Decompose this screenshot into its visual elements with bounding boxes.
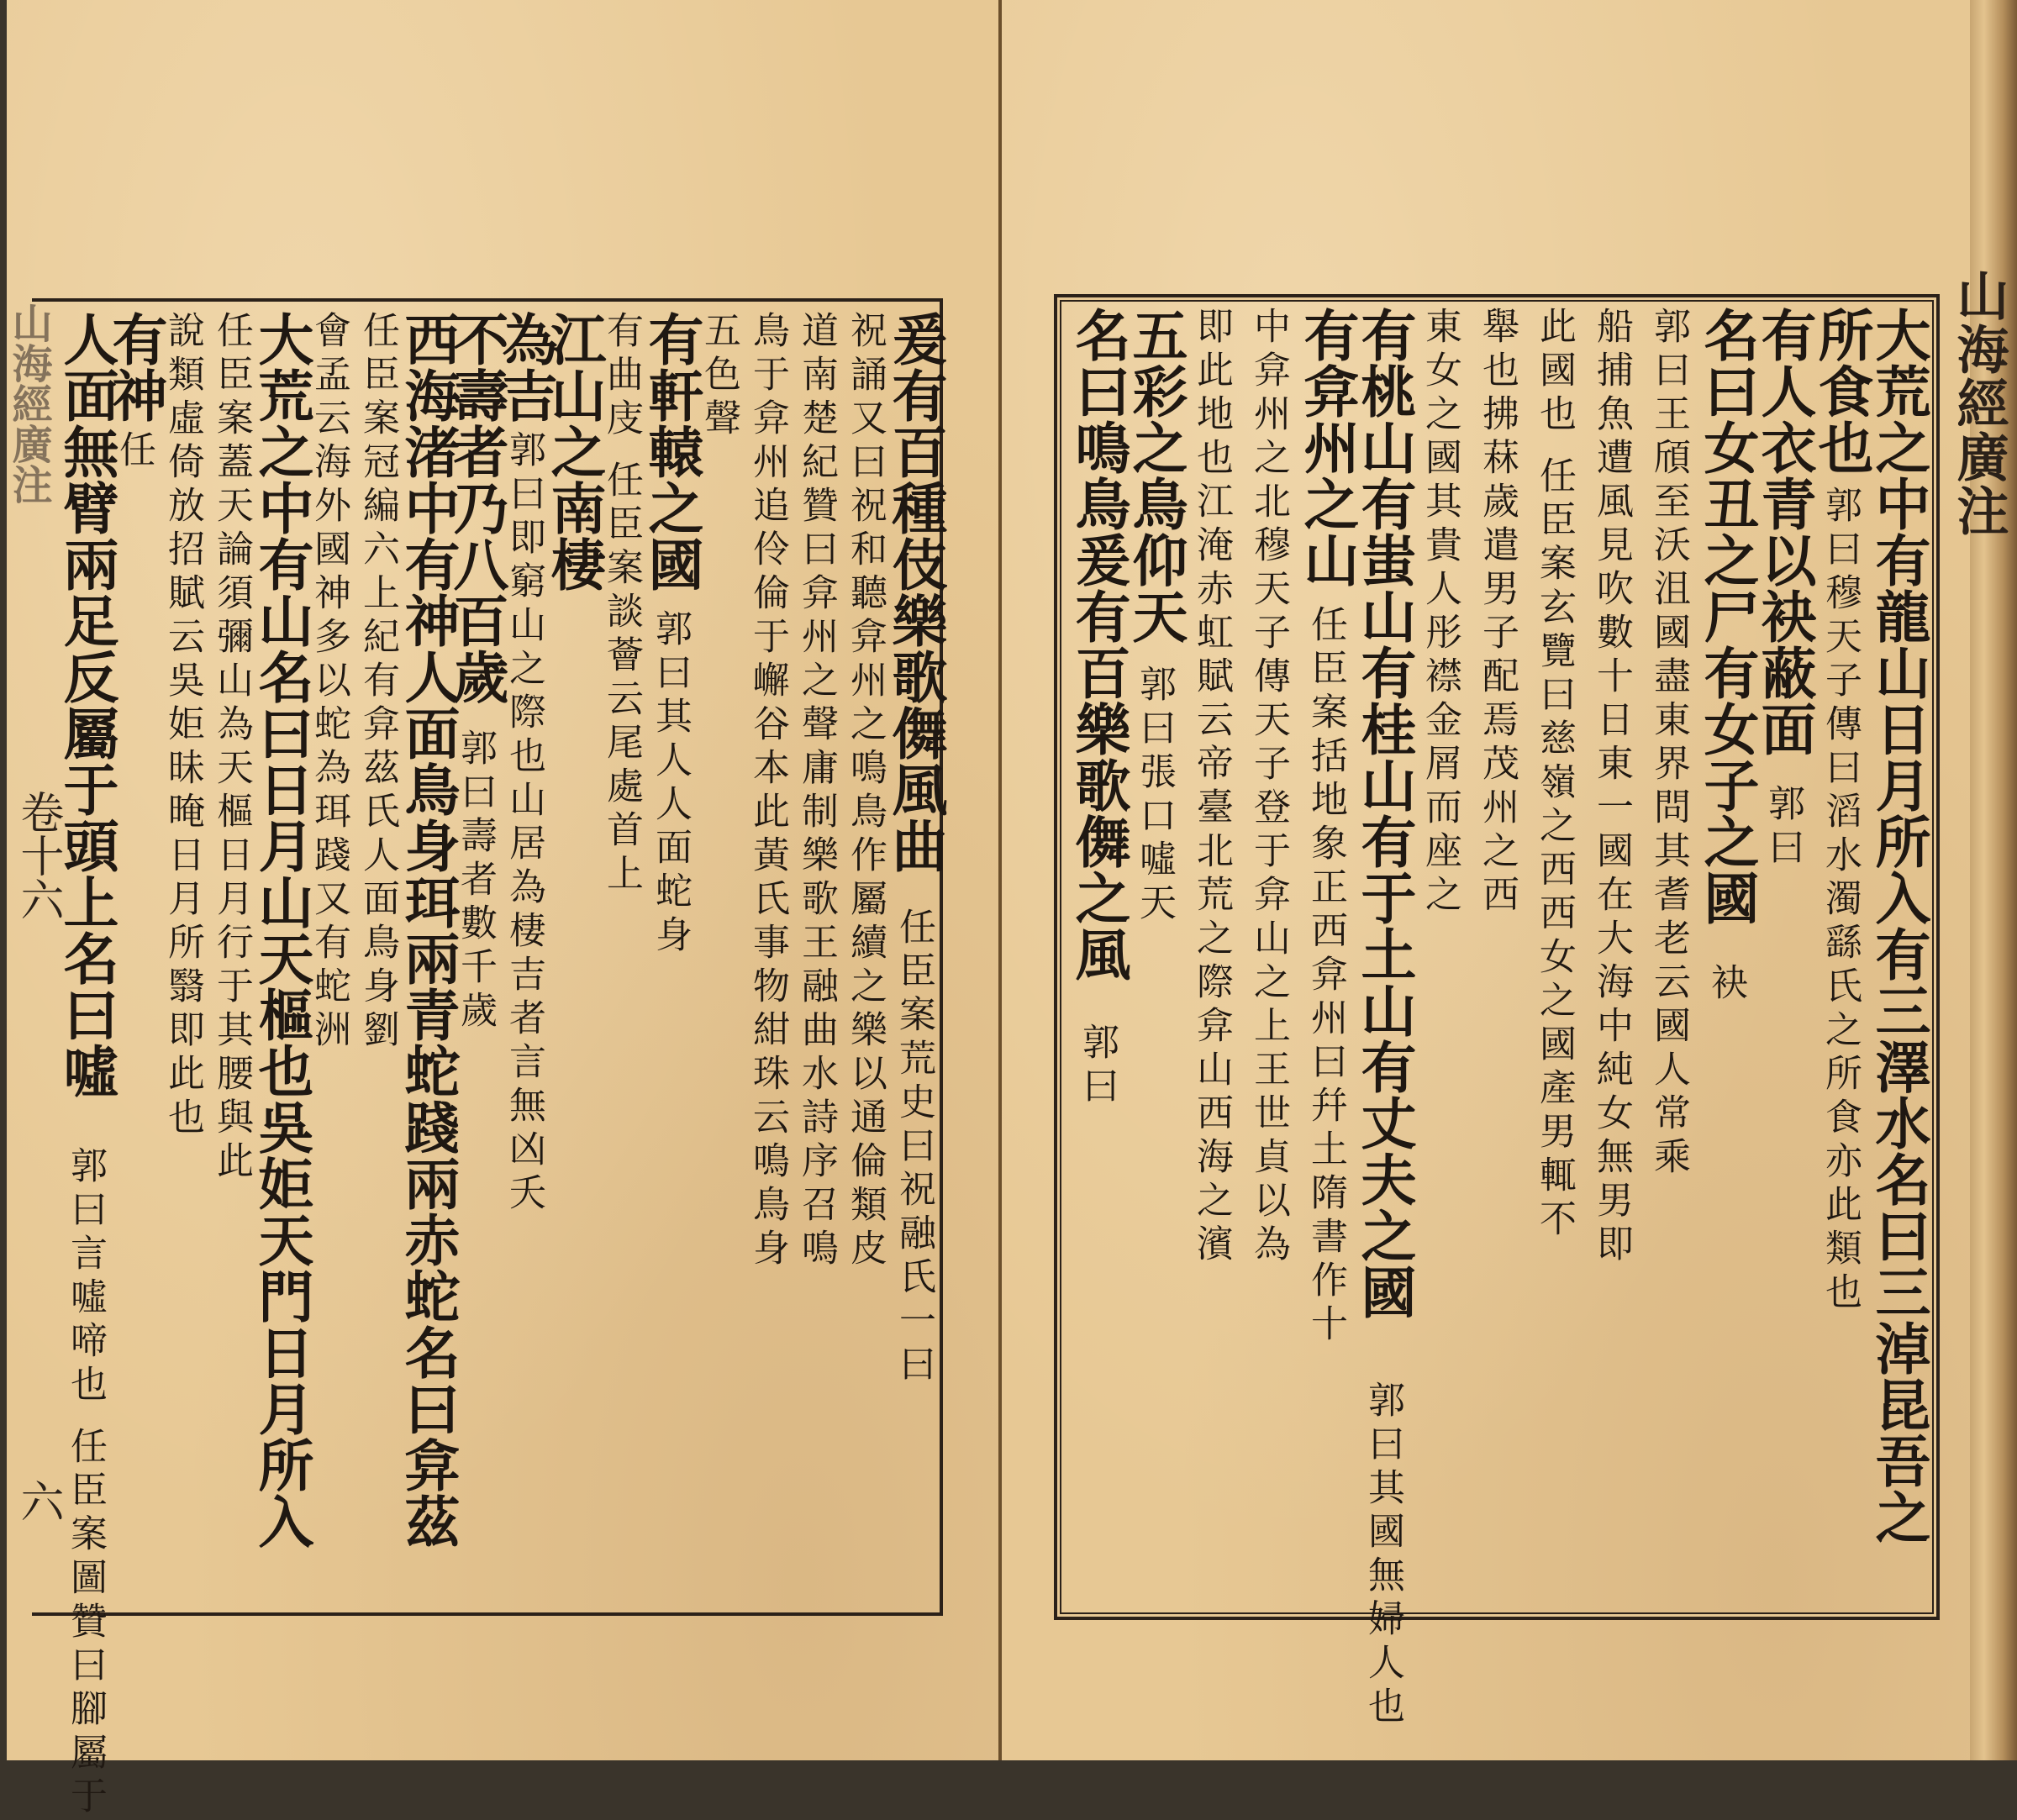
left-column: [882, 311, 948, 1596]
left-note-text: 任臣案荒史曰祝融氏一曰: [893, 907, 935, 1388]
right-column: [1582, 307, 1639, 1592]
left-note-text: 五色聲: [698, 311, 740, 442]
right-main-text: 有弇州之山: [1294, 307, 1360, 588]
left-main-text: 人面無臂兩足反屬于頭上名曰噓: [54, 311, 119, 1099]
left-note-text: 郭曰其人人面蛇身: [649, 609, 692, 959]
volume-label: 卷十六: [13, 790, 63, 921]
left-note-text: 道南楚紀贊曰弇州之聲庸制樂歌王融曲水詩序召鳴: [795, 311, 838, 1272]
right-main-text: 有桃山有蚩山有桂山有于土山有丈夫之國: [1351, 307, 1417, 1320]
right-note-text: 任臣案括地象正西弇州曰幷土隋書作十: [1304, 605, 1347, 1348]
right-column: [1351, 307, 1417, 1730]
left-column: [153, 311, 202, 1596]
right-note-text: 郭曰張口噓天: [1133, 665, 1176, 927]
right-note-text: 即此地也江淹赤虹賦云帝臺北荒之際弇山西海之濱: [1190, 307, 1233, 1268]
left-main-text: 大荒之中有山名曰日月山天樞也吳姖天門日月所入: [249, 311, 314, 1549]
right-main-text: 大荒之中有龍山日月所入有三澤水名曰三淖昆吾之: [1866, 307, 1931, 1545]
right-column: [1866, 307, 1931, 1592]
left-column: [202, 311, 253, 1596]
right-note-text: 此國也 任臣案玄覽曰慈嶺之西西女之國產男輒不: [1533, 307, 1576, 1243]
left-column: [787, 311, 838, 1596]
left-main-text: 有軒轅之國: [639, 311, 704, 592]
right-main-text: 名曰女丑之尸有女子之國: [1694, 307, 1760, 926]
right-column: [1123, 307, 1188, 1592]
right-column: [1694, 307, 1760, 1592]
right-note-text: 郭曰穆天子傳曰滔水濁繇氏之所食亦此類也: [1819, 486, 1862, 1316]
right-page-banner: 山海經廣注: [1948, 269, 2009, 538]
right-note-text: 郭曰其國無婦人也: [1361, 1381, 1404, 1730]
folio-number: 六: [13, 1479, 63, 1523]
left-note-text: 郭曰言噓啼也 任臣案圖贊曰腳屬于: [64, 1146, 107, 1820]
right-column: [1410, 307, 1467, 1592]
right-column: [1751, 307, 1817, 1592]
left-note-text: 郭曰壽者數千歲: [454, 729, 497, 1034]
left-column: [835, 311, 887, 1596]
right-column: [1294, 307, 1360, 1592]
left-column: [54, 311, 119, 1820]
left-note-text: 任: [113, 430, 155, 474]
right-column: [1639, 307, 1696, 1592]
right-column: [1066, 307, 1131, 1592]
right-note-text: 東女之國其貴人彤襟金屑而座之: [1419, 307, 1461, 918]
left-main-text: 江山之南棲: [541, 311, 607, 592]
left-column: [348, 311, 397, 1596]
right-note-text: 舉也拂菻歲遣男子配焉茂州之西: [1476, 307, 1519, 918]
left-note-text: 說類虛倚放招賦云吳姖昧晻日月所翳即此也: [161, 311, 204, 1141]
left-note-text: 有曲庋 任臣案談薈云尾處首上: [600, 311, 643, 897]
left-main-text: 為吉: [492, 311, 558, 423]
right-note-text: 袂: [1704, 963, 1747, 1007]
right-column: [1467, 307, 1525, 1592]
left-note-text: 任臣案冠編六上紀有弇茲氏人面鳥身劉: [356, 311, 399, 1054]
left-main-text: 不壽者乃八百歲: [444, 311, 509, 705]
left-column: [639, 311, 704, 1596]
right-note-text: 郭曰: [1762, 784, 1804, 871]
left-main-text: 有神: [103, 311, 168, 423]
right-column: [1182, 307, 1239, 1592]
left-column: [395, 311, 461, 1596]
right-main-text: 有人衣青以袂蔽面: [1751, 307, 1817, 757]
right-column: [1239, 307, 1296, 1592]
right-column: [1809, 307, 1874, 1592]
left-note-text: 會孟云海外國神多以蛇為珥踐又有蛇洲: [308, 311, 350, 1054]
page-edge: [1970, 0, 2017, 1760]
left-page-banner: 山海經廣注: [5, 302, 52, 504]
right-column: [1525, 307, 1582, 1592]
left-column: [541, 311, 607, 1596]
left-column: [738, 311, 787, 1596]
left-main-text: 爰有百種伎樂歌儛風曲: [882, 311, 948, 874]
left-column: [249, 311, 314, 1596]
right-main-text: 五彩之鳥仰天: [1123, 307, 1188, 644]
right-note-text: 中弇州之北穆天子傳天子登于弇山之上王世貞以為: [1247, 307, 1290, 1268]
left-note-text: 祝誦又曰祝和聽弇州之鳴鳥作屬續之樂以通倫類皮: [844, 311, 887, 1272]
left-note-text: 任臣案蓋天論須彌山為天樞日月行于其腰與此: [210, 311, 253, 1185]
right-main-text: 名曰鳴鳥爰有百樂歌儛之風: [1066, 307, 1131, 982]
right-note-text: 郭曰: [1076, 1023, 1119, 1110]
right-main-text: 所食也: [1809, 307, 1874, 476]
right-note-text: 船捕魚遭風見吹數十日東一國在大海中純女無男即: [1590, 307, 1633, 1268]
right-note-text: 郭曰王頎至沃沮國盡東界問其耆老云國人常乘: [1647, 307, 1690, 1181]
left-note-text: 鳥于弇州追伶倫于嶰谷本此黃氏事物紺珠云鳴鳥身: [746, 311, 789, 1272]
left-note-text: 郭曰即窮山之際也山居為棲吉者言無凶夭: [503, 430, 545, 1217]
left-main-text: 西海渚中有神人面鳥身珥兩青蛇踐兩赤蛇名曰弇茲: [395, 311, 461, 1549]
